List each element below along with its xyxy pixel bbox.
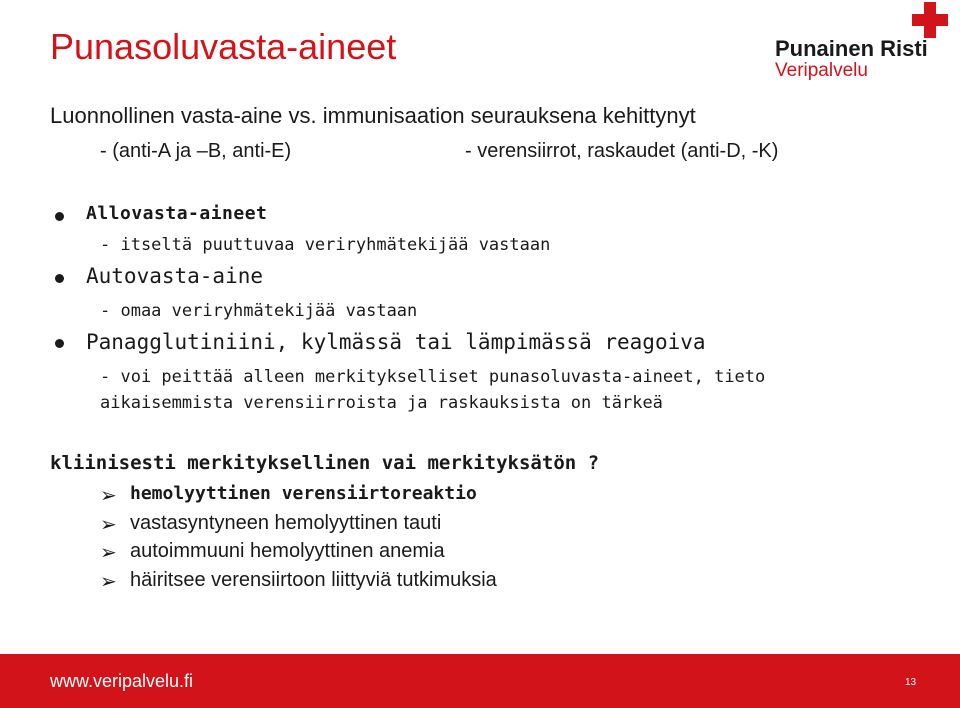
red-cross-icon bbox=[912, 2, 948, 38]
bullet-dot-icon bbox=[55, 274, 64, 283]
bullet-heading-auto: Autovasta-aine bbox=[86, 264, 264, 288]
footer-bar bbox=[0, 654, 960, 708]
page-title: Punasoluvasta-aineet bbox=[50, 26, 397, 67]
bullet-dot-icon bbox=[55, 339, 64, 348]
arrow-bullet-icon: ➢ bbox=[100, 571, 117, 593]
list-item: häiritsee verensiirtoon liittyviä tutkimuksia bbox=[130, 569, 497, 591]
intro-text: Luonnollinen vasta-aine vs. immunisaation seurauksena kehittynyt bbox=[50, 103, 696, 128]
footer-url-link[interactable]: www.veripalvelu.fi bbox=[50, 671, 194, 691]
arrow-bullet-icon: ➢ bbox=[100, 514, 117, 536]
bullet-detail-pan-1: - voi peittää alleen merkitykselliset punasoluvasta-aineet, tieto bbox=[100, 367, 766, 387]
clinical-question: kliinisesti merkityksellinen vai merkityksätön ? bbox=[50, 452, 600, 474]
page-number: 13 bbox=[905, 677, 917, 688]
list-item: hemolyyttinen verensiirtoreaktio bbox=[130, 483, 477, 504]
bullet-detail-auto: - omaa veriryhmätekijää vastaan bbox=[100, 301, 418, 321]
list-item: autoimmuuni hemolyyttinen anemia bbox=[130, 540, 445, 562]
bullet-detail-allo: - itseltä puuttuvaa veriryhmätekijää vastaan bbox=[100, 235, 551, 255]
intro-sub-immunisation: - verensiirrot, raskaudet (anti-D, -K) bbox=[465, 140, 779, 162]
logo-name: Punainen Risti bbox=[775, 36, 928, 61]
arrow-bullet-icon: ➢ bbox=[100, 485, 117, 507]
bullet-dot-icon bbox=[55, 212, 64, 221]
intro-sub-natural: - (anti-A ja –B, anti-E) bbox=[100, 140, 292, 162]
red-cross-logo bbox=[775, 0, 955, 90]
bullet-heading-pan: Panagglutiniini, kylmässä tai lämpimässä reagoiva bbox=[86, 330, 706, 354]
bullet-detail-pan-2: aikaisemmista verensiirroista ja raskauksista on tärkeä bbox=[100, 393, 663, 413]
bullet-heading-allo: Allovasta-aineet bbox=[86, 203, 268, 224]
logo-subtitle: Veripalvelu bbox=[775, 60, 868, 81]
list-item: vastasyntyneen hemolyyttinen tauti bbox=[130, 512, 442, 534]
arrow-bullet-icon: ➢ bbox=[100, 542, 117, 564]
